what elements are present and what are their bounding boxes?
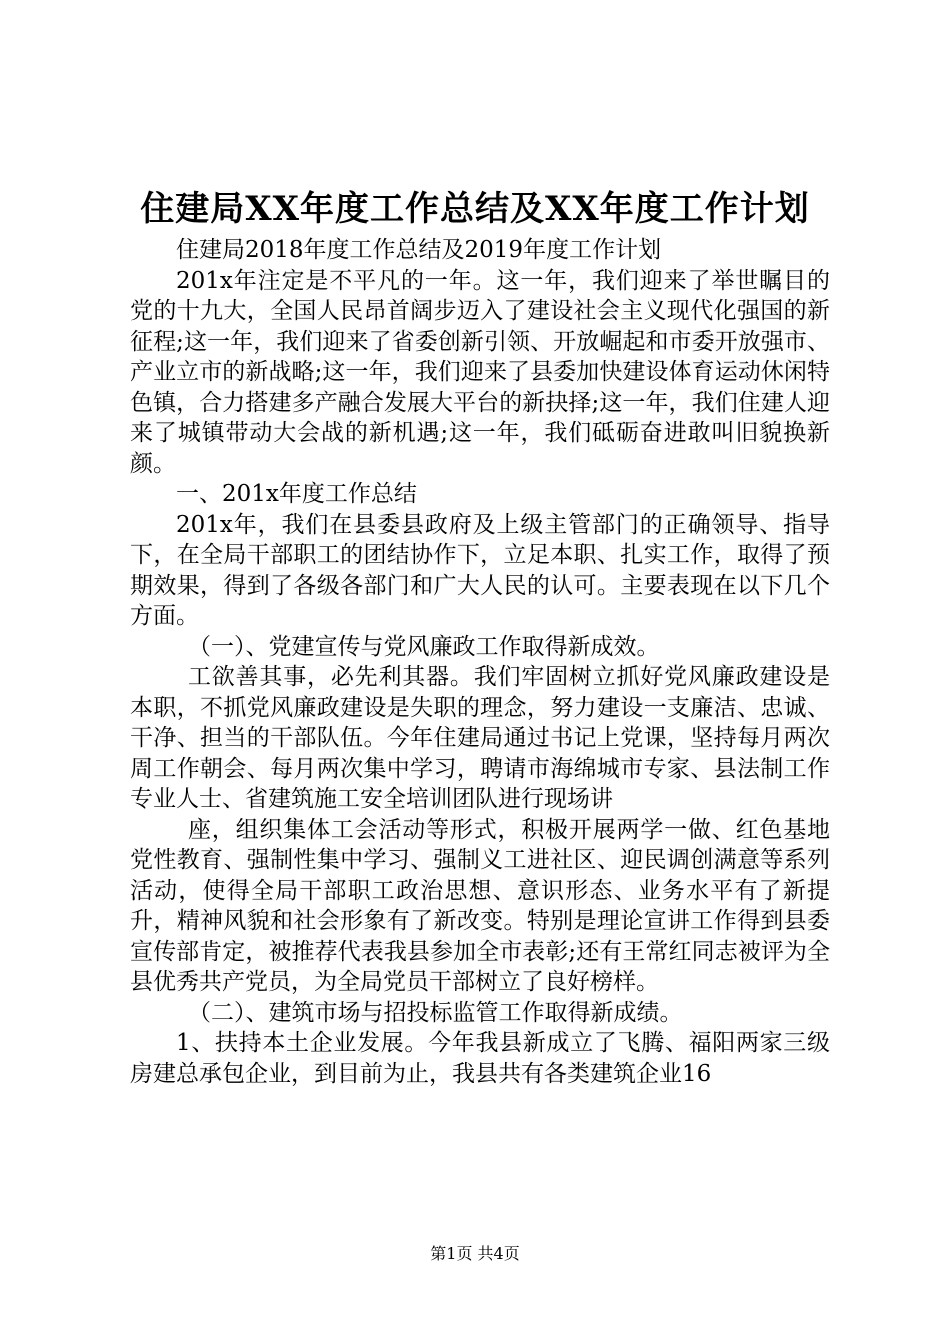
section-heading: 一、201x年度工作总结: [176, 481, 417, 507]
paragraph-intro: 201x年注定是不平凡的一年。这一年，我们迎来了举世瞩目的党的十九大，全国人民昂首阔步迈入了建设社会主义现代化强国的新征程;这一年，我们迎来了省委创新引领、开放崛起和市委开放强市、产业立市的新战略;这一年，我们迎来了县委加快建设体育运动休闲特色镇，合力搭建多产融合发展大平台的新抉择;这一年，我们住建人迎来了城镇带动大会战的新机遇;这一年，我们砥砺奋进敢叫旧貌换新颜。: [130, 267, 830, 477]
paragraph-enterprise: 1、扶持本土企业发展。今年我县新成立了飞腾、福阳两家三级房建总承包企业，到目前为止，我县共有各类建筑企业16: [130, 1030, 830, 1087]
document-subtitle: 住建局2018年度工作总结及2019年度工作计划: [176, 237, 662, 263]
subsection-heading: （二）、建筑市场与招投标监管工作取得新成绩。: [188, 999, 683, 1026]
paragraph-activities: 座，组织集体工会活动等形式，积极开展两学一做、红色基地党性教育、强制性集中学习、强制义工进社区、迎民调创满意等系列活动，使得全局干部职工政治思想、意识形态、业务水平有了新提升，精神风貌和社会形象有了新改变。特别是理论宣讲工作得到县委宣传部肯定，被推荐代表我县参加全市表彰;还有王常红同志被评为全县优秀共产党员，为全局党员干部树立了良好榜样。: [130, 816, 830, 995]
document-body: [130, 235, 830, 1089]
subsection-heading: （一）、党建宣传与党风廉政工作取得新成效。: [188, 633, 660, 660]
page-title: 住建局XX年度工作总结及XX年度工作计划: [140, 189, 810, 229]
page-indicator: 第1页 共4页: [430, 1244, 520, 1263]
paragraph-summary: 201x年，我们在县委县政府及上级主管部门的正确领导、指导下，在全局干部职工的团结协作下，立足本职、扎实工作，取得了预期效果，得到了各级各部门和广大人民的认可。主要表现在以下几个方面。: [130, 511, 830, 629]
paragraph-party-building: 工欲善其事，必先利其器。我们牢固树立抓好党风廉政建设是本职，不抓党风廉政建设是失职的理念，努力建设一支廉洁、忠诚、干净、担当的干部队伍。今年住建局通过书记上党课，坚持每月两次周工作朝会、每月两次集中学习，聘请市海绵城市专家、县法制工作专业人士、省建筑施工安全培训团队进行现场讲: [130, 664, 830, 812]
